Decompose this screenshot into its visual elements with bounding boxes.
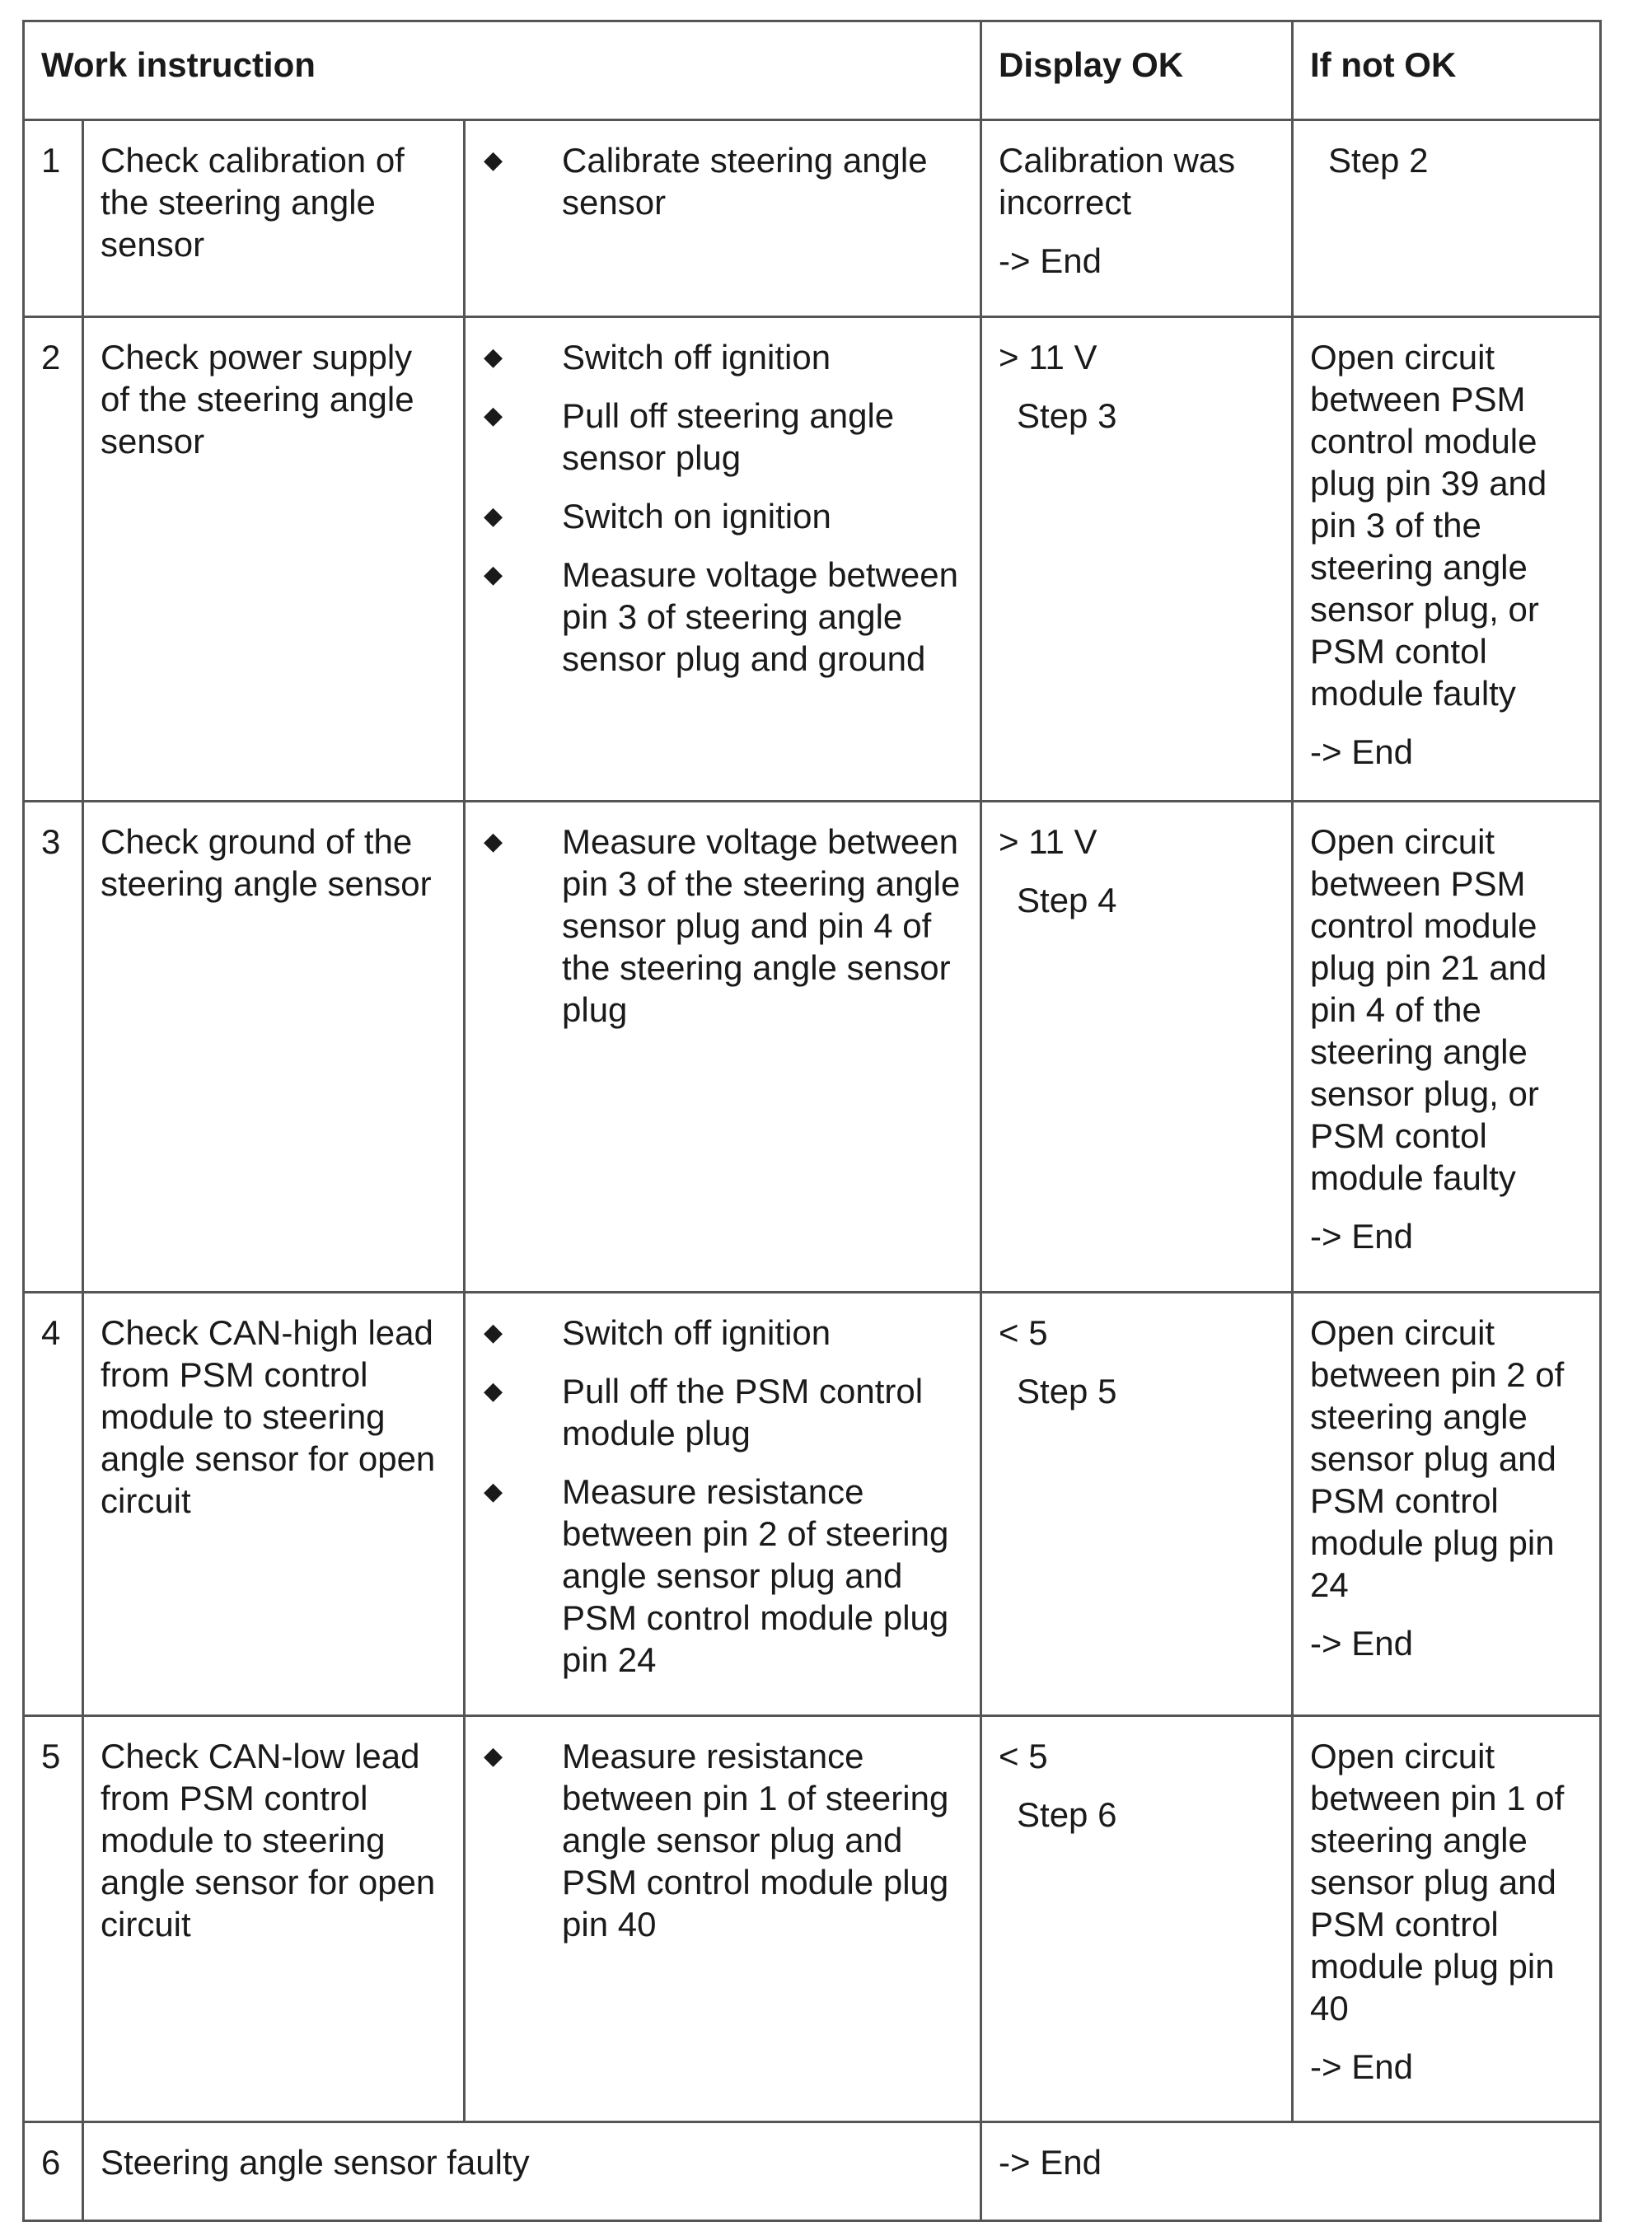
display-ok-cell: -> End [981,2122,1601,2221]
diamond-bullet-icon: ◆ [484,1378,503,1405]
action-list [465,802,981,1293]
step-number: 4 [24,1293,83,1716]
action-list [465,1716,981,2122]
table-row [24,2122,1601,2221]
table-row [24,1293,1601,1716]
diamond-bullet-icon: ◆ [484,1743,503,1770]
header-if-not-ok: If not OK [1293,21,1601,120]
display-ok-cell: < 5 Step 6 [981,1716,1293,2122]
check-description: Check CAN-low lead from PSM control module to steering angle sensor for open circuit [83,1716,465,2122]
action-list [465,1293,981,1716]
display-ok-cell: > 11 V Step 3 [981,317,1293,802]
diamond-bullet-icon: ◆ [484,561,503,588]
header-display-ok: Display OK [981,21,1293,120]
diamond-bullet-icon: ◆ [484,828,503,855]
list-item: ◆ Measure voltage between pin 3 of steering angle sensor plug and ground [484,555,958,678]
step-number: 2 [24,317,83,802]
list-item: ◆ Calibrate steering angle sensor [484,141,928,222]
header-work-instruction: Work instruction [24,21,981,120]
check-description: Check CAN-high lead from PSM control module to steering angle sensor for open circuit [83,1293,465,1716]
if-not-ok-cell: Open circuit between pin 1 of steering angle sensor plug and PSM control module plug pin 40 -> End [1293,1716,1601,2122]
list-item: ◆ Measure resistance between pin 2 of steering angle sensor plug and PSM control module plug pin 24 [484,1472,949,1679]
list-item: ◆ Switch off ignition [484,338,831,377]
list-item: ◆ Measure voltage between pin 3 of the steering angle sensor plug and pin 4 of the steering angle sensor plug [484,822,961,1029]
step-number: 3 [24,802,83,1293]
step-number: 5 [24,1716,83,2122]
list-item: ◆ Pull off the PSM control module plug [484,1372,924,1452]
table-row [24,1716,1601,2122]
list-item: ◆ Measure resistance between pin 1 of steering angle sensor plug and PSM control module plug pin 40 [484,1737,949,1944]
action-list [465,317,981,802]
diamond-bullet-icon: ◆ [484,147,503,174]
diamond-bullet-icon: ◆ [484,1478,503,1505]
if-not-ok-cell: Step 2 [1293,120,1601,317]
diamond-bullet-icon: ◆ [484,402,503,429]
table-row [24,802,1601,1293]
step-number: 1 [24,120,83,317]
if-not-ok-cell: Open circuit between PSM control module plug pin 39 and pin 3 of the steering angle sensor plug, or PSM contol module faulty -> End [1293,317,1601,802]
if-not-ok-cell: Open circuit between pin 2 of steering angle sensor plug and PSM control module plug pin 24 -> End [1293,1293,1601,1716]
action-list [465,120,981,317]
diamond-bullet-icon: ◆ [484,1319,503,1346]
display-ok-cell: > 11 V Step 4 [981,802,1293,1293]
diamond-bullet-icon: ◆ [484,344,503,371]
display-ok-cell: Calibration was incorrect -> End [981,120,1293,317]
list-item: ◆ Switch off ignition [484,1313,831,1352]
check-description: Check ground of the steering angle sensor [83,802,465,1293]
check-description: Steering angle sensor faulty [83,2122,981,2221]
diamond-bullet-icon: ◆ [484,503,503,530]
table-row [24,120,1601,317]
if-not-ok-cell: Open circuit between PSM control module plug pin 21 and pin 4 of the steering angle sensor plug, or PSM contol module faulty -> End [1293,802,1601,1293]
table-header-row [24,21,1601,120]
check-description: Check calibration of the steering angle sensor [83,120,465,317]
table-row [24,317,1601,802]
list-item: ◆ Switch on ignition [484,497,831,536]
step-number: 6 [24,2122,83,2221]
check-description: Check power supply of the steering angle sensor [83,317,465,802]
work-instruction-table [22,20,1602,2222]
display-ok-cell: < 5 Step 5 [981,1293,1293,1716]
list-item: ◆ Pull off steering angle sensor plug [484,396,895,477]
